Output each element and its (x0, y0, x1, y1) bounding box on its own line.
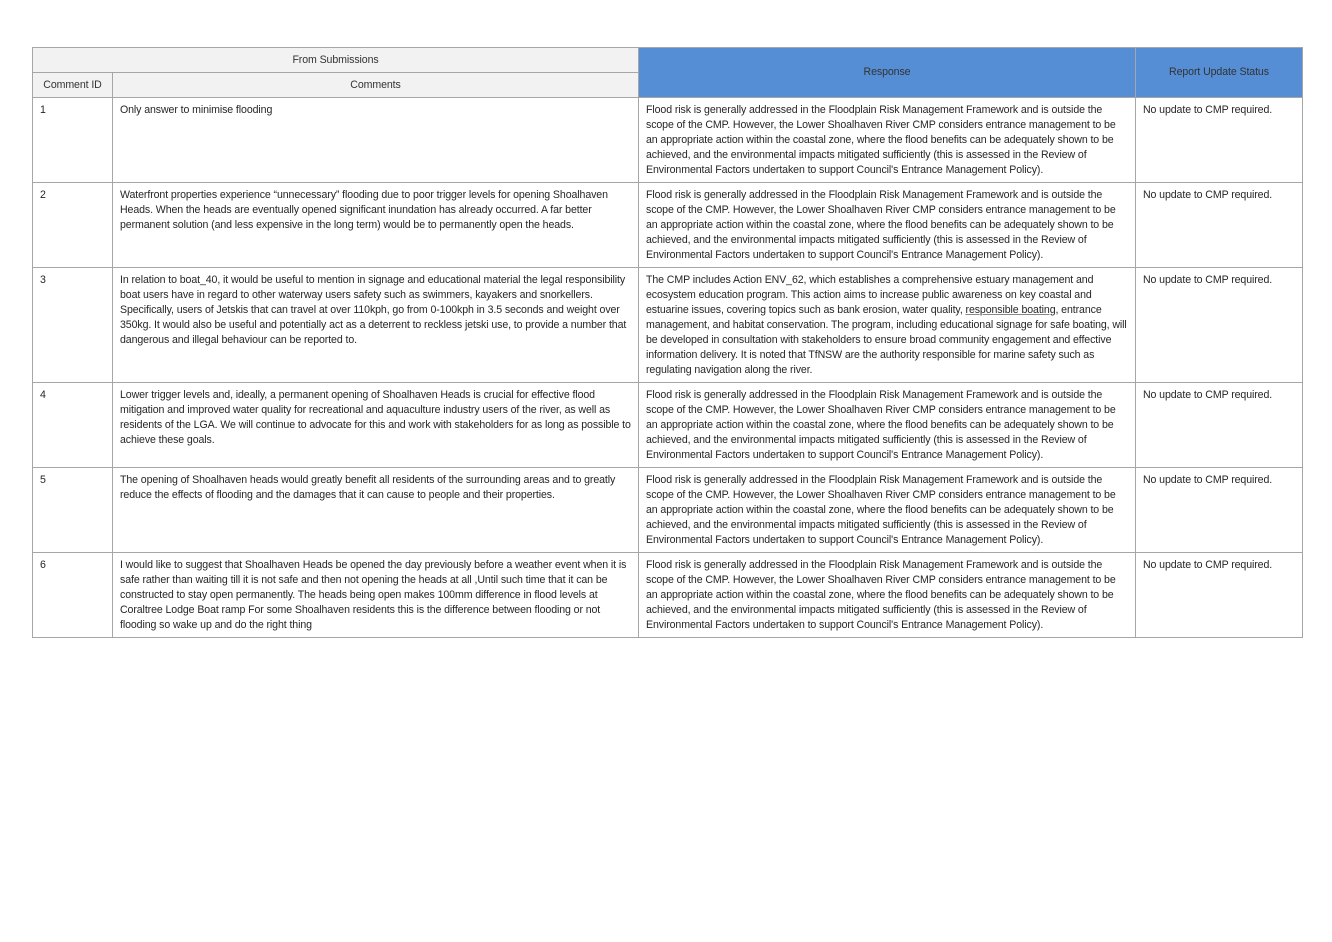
comment-cell: The opening of Shoalhaven heads would greatly benefit all residents of the surrounding areas and to greatly reduce the effects of flooding and the damages that it can cause to people and their properties. (113, 468, 639, 553)
comment-cell: Only answer to minimise flooding (113, 98, 639, 183)
header-row-group (33, 48, 1303, 73)
table-row (33, 183, 1303, 268)
comment-id-cell: 5 (33, 468, 113, 553)
response-text-after: , entrance management, and habitat conservation. The program, including educational signage for safe boating, will be developed in consultation with stakeholders to ensure broad community engagement and effective information delivery. It is noted that TfNSW are the authority responsible for marine safety such as regulating navigation along the river. (646, 304, 1127, 376)
comment-cell: I would like to suggest that Shoalhaven Heads be opened the day previously before a weather event when it is safe rather than waiting till it is not safe and then not opening the heads at all ,Until such time that it can be constructed to stay open permanently. The heads being open makes 100mm difference in flood levels at Coraltree Lodge Boat ramp For some Shoalhaven residents this is the difference between flooding or not flooding so wake up and do the right thing (113, 553, 639, 638)
table-row (33, 98, 1303, 183)
comment-id-cell: 2 (33, 183, 113, 268)
response-header: Response (639, 48, 1136, 98)
comment-id-cell: 6 (33, 553, 113, 638)
comment-id-cell: 3 (33, 268, 113, 383)
status-cell: No update to CMP required. (1136, 183, 1303, 268)
report-update-status-header: Report Update Status (1136, 48, 1303, 98)
table-row (33, 268, 1303, 383)
table-row (33, 553, 1303, 638)
status-cell: No update to CMP required. (1136, 553, 1303, 638)
response-cell: Flood risk is generally addressed in the Floodplain Risk Management Framework and is outside the scope of the CMP. However, the Lower Shoalhaven River CMP considers entrance management to be an appropriate action within the coastal zone, where the flood benefits can be adequately shown to be achieved, and the environmental impacts mitigated sufficiently (this is assessed in the Review of Environmental Factors undertaken to support Council's Entrance Management Policy). (639, 468, 1136, 553)
response-cell: Flood risk is generally addressed in the Floodplain Risk Management Framework and is outside the scope of the CMP. However, the Lower Shoalhaven River CMP considers entrance management to be an appropriate action within the coastal zone, where the flood benefits can be adequately shown to be achieved, and the environmental impacts mitigated sufficiently (this is assessed in the Review of Environmental Factors undertaken to support Council's Entrance Management Policy). (639, 383, 1136, 468)
comment-cell: Waterfront properties experience “unnecessary” flooding due to poor trigger levels for opening Shoalhaven Heads. When the heads are eventually opened significant inundation has already occurred. A far better permanent solution (and less expensive in the long term) would be to permanently open the heads. (113, 183, 639, 268)
status-cell: No update to CMP required. (1136, 268, 1303, 383)
from-submissions-header: From Submissions (33, 48, 639, 73)
submissions-response-table (32, 47, 1303, 638)
comment-id-header: Comment ID (33, 73, 113, 98)
comment-id-cell: 1 (33, 98, 113, 183)
comments-header: Comments (113, 73, 639, 98)
comment-cell: In relation to boat_40, it would be useful to mention in signage and educational material the legal responsibility boat users have in regard to other waterway users safety such as swimmers, kayakers and snorkellers. Specifically, users of Jetskis that can travel at over 110kph, go from 0-100kph in 3.5 seconds and weight over 350kg. It would also be useful and potentially act as a deterrent to reckless jetski use, to provide a number that dangerous and illegal behaviour can be reported to. (113, 268, 639, 383)
response-underlined-text: responsible boating (965, 304, 1056, 316)
response-cell (639, 268, 1136, 383)
status-cell: No update to CMP required. (1136, 98, 1303, 183)
status-cell: No update to CMP required. (1136, 383, 1303, 468)
response-cell: Flood risk is generally addressed in the Floodplain Risk Management Framework and is outside the scope of the CMP. However, the Lower Shoalhaven River CMP considers entrance management to be an appropriate action within the coastal zone, where the flood benefits can be adequately shown to be achieved, and the environmental impacts mitigated sufficiently (this is assessed in the Review of Environmental Factors undertaken to support Council's Entrance Management Policy). (639, 183, 1136, 268)
response-cell: Flood risk is generally addressed in the Floodplain Risk Management Framework and is outside the scope of the CMP. However, the Lower Shoalhaven River CMP considers entrance management to be an appropriate action within the coastal zone, where the flood benefits can be adequately shown to be achieved, and the environmental impacts mitigated sufficiently (this is assessed in the Review of Environmental Factors undertaken to support Council's Entrance Management Policy). (639, 553, 1136, 638)
table-row (33, 468, 1303, 553)
table-row (33, 383, 1303, 468)
comment-cell: Lower trigger levels and, ideally, a permanent opening of Shoalhaven Heads is crucial for effective flood mitigation and improved water quality for recreational and aquaculture industry users of the river, as well as residents of the LGA. We will continue to advocate for this and work with stakeholders for as long as possible to achieve these goals. (113, 383, 639, 468)
status-cell: No update to CMP required. (1136, 468, 1303, 553)
response-cell: Flood risk is generally addressed in the Floodplain Risk Management Framework and is outside the scope of the CMP. However, the Lower Shoalhaven River CMP considers entrance management to be an appropriate action within the coastal zone, where the flood benefits can be adequately shown to be achieved, and the environmental impacts mitigated sufficiently (this is assessed in the Review of Environmental Factors undertaken to support Council's Entrance Management Policy). (639, 98, 1136, 183)
response-text-before: The CMP includes Action ENV_62, which establishes a comprehensive estuary management and ecosystem education program. This action aims to increase public awareness on key coastal and estuarine issues, covering topics such as bank erosion, water quality, (646, 274, 1094, 316)
comment-id-cell: 4 (33, 383, 113, 468)
